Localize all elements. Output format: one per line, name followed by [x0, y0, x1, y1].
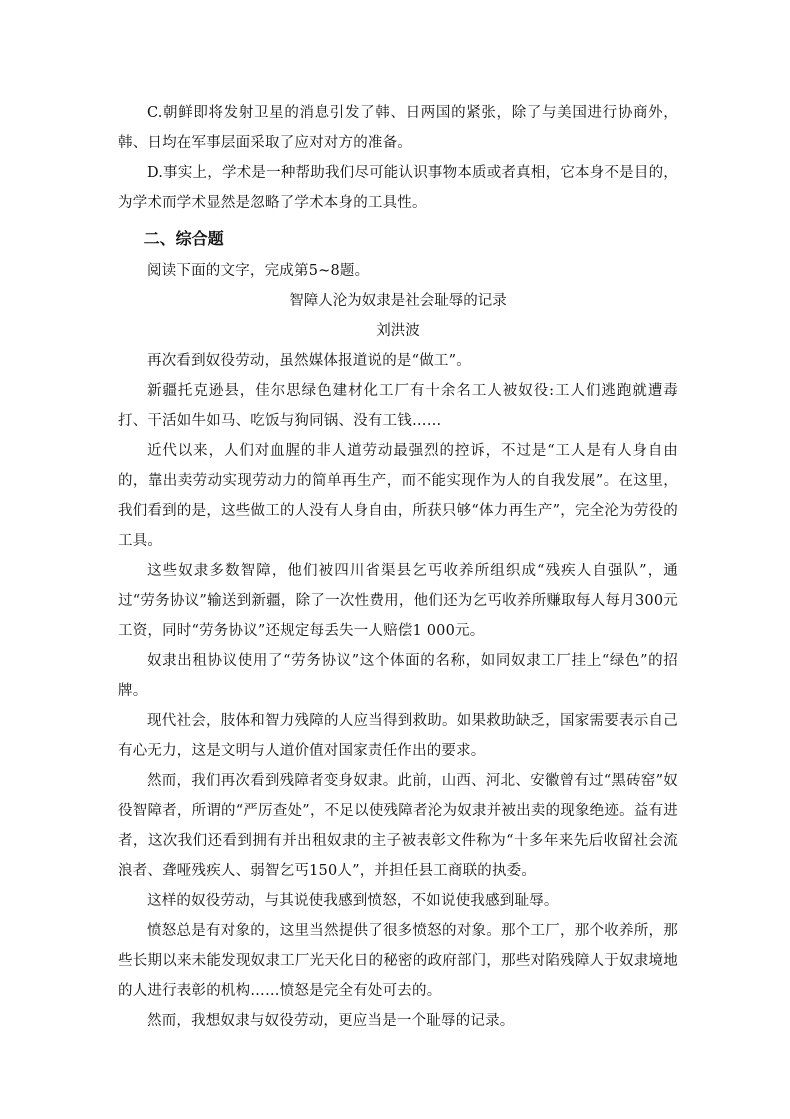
article-paragraph: 奴隶出租协议使用了“劳务协议”这个体面的名称，如同奴隶工厂挂上“绿色”的招牌。: [118, 653, 678, 699]
article-paragraph: 这些奴隶多数智障，他们被四川省渠县乞丐收养所组织成“残疾人自强队”，通过“劳务协议”输送到新疆，除了一次性费用，他们还为乞丐收养所赚取每人每月300元工资，同时“劳务协议”还规定每丢失一人赔偿1 000元。: [118, 563, 678, 639]
section-heading: 二、综合题: [143, 229, 224, 248]
article-paragraph: 新疆托克逊县，佳尔思绿色建材化工厂有十余名工人被奴役:工人们逃跑就遭毒打、干活如牛如马、吃饭与狗同锅、没有工钱……: [118, 383, 678, 429]
article-title: 智障人沦为奴隶是社会耻辱的记录: [289, 293, 507, 309]
instruction: 阅读下面的文字，完成第5~8题。: [147, 263, 370, 279]
article-paragraph: 再次看到奴役劳动，虽然媒体报道说的是“做工”。: [147, 353, 471, 369]
article-paragraph: 然而，我想奴隶与奴役劳动，更应当是一个耻辱的记录。: [147, 1013, 515, 1029]
option-d: D.事实上，学术是一种帮助我们尽可能认识事物本质或者真相，它本身不是目的，为学术而学术显然是忽略了学术本身的工具性。: [118, 165, 678, 211]
document-page: [118, 98, 678, 1036]
article-paragraph: 近代以来，人们对血腥的非人道劳动最强烈的控诉，不过是“工人是有人身自由的，靠出卖劳动实现劳动力的简单再生产，而不能实现作为人的自我发展”。在这里，我们看到的是，这些做工的人没有人身自由，所获只够“体力再生产”，完全沦为劳役的工具。: [118, 443, 678, 549]
option-c: C.朝鲜即将发射卫星的消息引发了韩、日两国的紧张，除了与美国进行协商外，韩、日均在军事层面采取了应对对方的准备。: [118, 105, 678, 151]
article-paragraph: 这样的奴役劳动，与其说使我感到愤怒，不如说使我感到耻辱。: [147, 893, 559, 909]
article-paragraph: 然而，我们再次看到残障者变身奴隶。此前，山西、河北、安徽曾有过“黑砖窑”奴役智障者，所谓的“严厉查处”，不足以使残障者沦为奴隶并被出卖的现象绝迹。益有进者，这次我们还看到拥有并出租奴隶的主子被表彰文件称为“十多年来先后收留社会流浪者、聋哑残疾人、弱智乞丐150人”，并担任县工商联的执委。: [118, 773, 678, 879]
article-paragraph: 现代社会，肢体和智力残障的人应当得到救助。如果救助缺乏，国家需要表示自己有心无力，这是文明与人道价值对国家责任作出的要求。: [118, 713, 678, 759]
article-author: 刘洪波: [376, 323, 420, 339]
article-paragraph: 愤怒总是有对象的，这里当然提供了很多愤怒的对象。那个工厂，那个收养所，那些长期以来未能发现奴隶工厂光天化日的秘密的政府部门，那些对陷残障人于奴隶境地的人进行表彰的机构……愤怒是完全有处可去的。: [118, 923, 678, 999]
